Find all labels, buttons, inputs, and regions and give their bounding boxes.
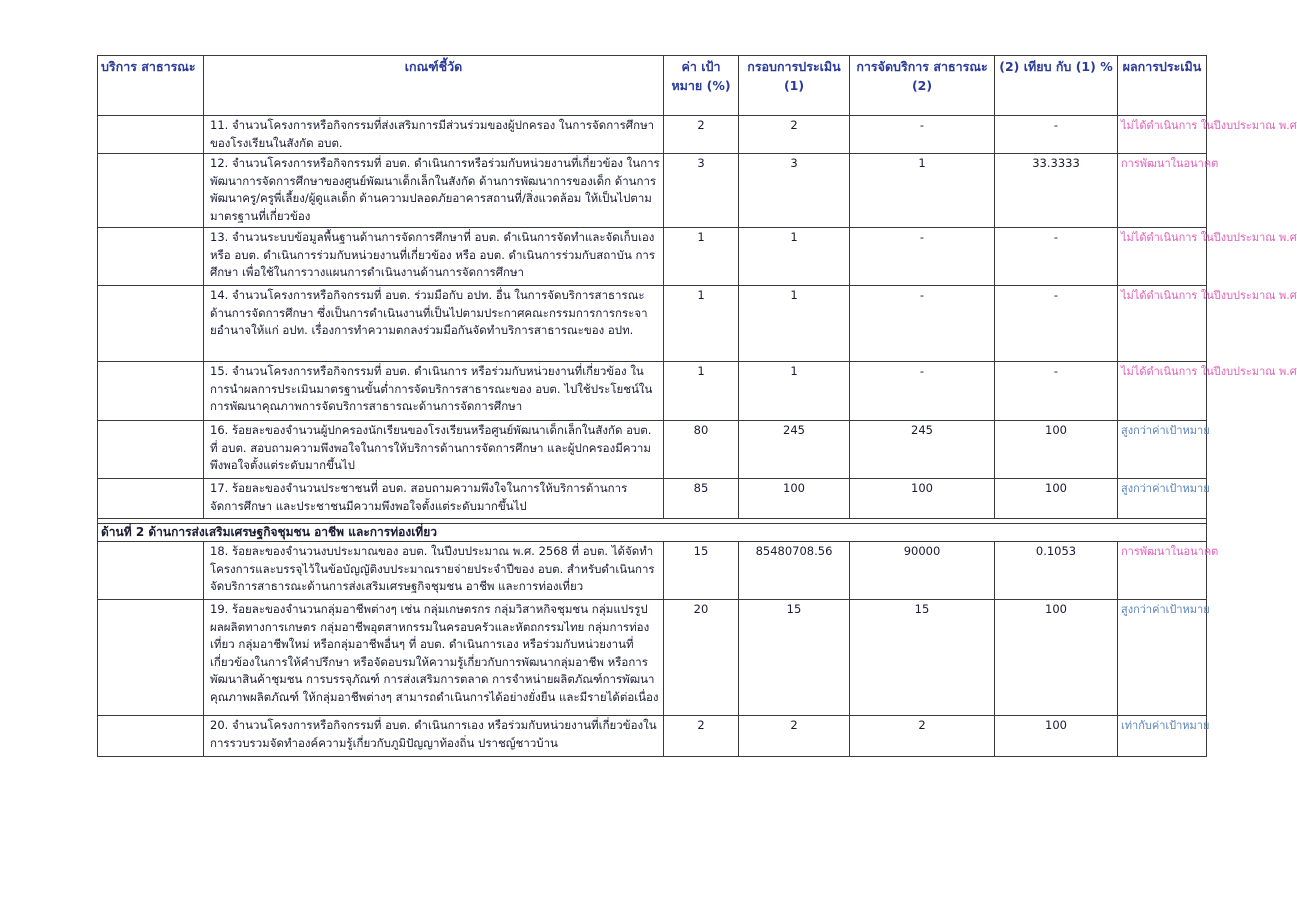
result-cell: สูงกว่าค่าเป้าหมาย [1118, 421, 1207, 479]
header-target: ค่า เป้าหมาย (%) [664, 56, 739, 116]
service-cell [98, 479, 204, 519]
public-cell: 15 [850, 600, 995, 716]
target-cell: 15 [664, 542, 739, 600]
public-cell: 1 [850, 154, 995, 228]
criteria-cell: 14. จำนวนโครงการหรือกิจกรรมที่ อบต. ร่วมมือกับ อปท. อื่น ในการจัดบริการสาธารณะด้านการจัดการศึกษา ซึ่งเป็นการดำเนินงานที่เป็นไปตามประกาศคณะกรรมการการกระจายอำนาจให้แก่ อปท. เรื่องการทำความตกลงร่วมมือกันจัดทำบริการสาธารณะของ อปท. [204, 286, 664, 362]
frame-cell: 3 [739, 154, 850, 228]
compare-cell: - [995, 286, 1118, 362]
table-row [98, 479, 1207, 519]
service-cell [98, 116, 204, 154]
result-cell: ไม่ได้ดำเนินการ ในปีงบประมาณ พ.ศ [1118, 116, 1207, 154]
public-cell: - [850, 286, 995, 362]
public-cell: 100 [850, 479, 995, 519]
table-row [98, 362, 1207, 421]
criteria-cell: 18. ร้อยละของจำนวนงบประมาณของ อบต. ในปีงบประมาณ พ.ศ. 2568 ที่ อบต. ได้จัดทำโครงการและบรรจุไว้ในข้อบัญญัติงบประมาณรายจ่ายประจำปีของ อบต. สำหรับดำเนินการจัดบริการสาธารณะด้านการส่งเสริมเศรษฐกิจชุมชน อาชีพ และการท่องเที่ยว [204, 542, 664, 600]
result-cell: ไม่ได้ดำเนินการ ในปีงบประมาณ พ.ศ [1118, 286, 1207, 362]
evaluation-table [97, 55, 1297, 757]
result-cell: ไม่ได้ดำเนินการ ในปีงบประมาณ พ.ศ [1118, 362, 1207, 421]
table-row [98, 600, 1207, 716]
frame-cell: 1 [739, 228, 850, 286]
frame-cell: 1 [739, 362, 850, 421]
result-cell: สูงกว่าค่าเป้าหมาย [1118, 600, 1207, 716]
target-cell: 3 [664, 154, 739, 228]
frame-cell: 85480708.56 [739, 542, 850, 600]
service-cell [98, 228, 204, 286]
compare-cell: - [995, 362, 1118, 421]
target-cell: 80 [664, 421, 739, 479]
table-row [98, 716, 1207, 757]
target-cell: 1 [664, 286, 739, 362]
criteria-cell: 11. จำนวนโครงการหรือกิจกรรมที่ส่งเสริมการมีส่วนร่วมของผู้ปกครอง ในการจัดการศึกษาของโรงเรียนในสังกัด อบต. [204, 116, 664, 154]
compare-cell: 0.1053 [995, 542, 1118, 600]
header-compare: (2) เทียบ กับ (1) % [995, 56, 1118, 116]
evaluation-sheet [97, 55, 1297, 757]
target-cell: 2 [664, 116, 739, 154]
service-cell [98, 154, 204, 228]
frame-cell: 245 [739, 421, 850, 479]
compare-cell: 100 [995, 716, 1118, 757]
header-service: บริการ สาธารณะ [98, 56, 204, 116]
public-cell: 245 [850, 421, 995, 479]
criteria-cell: 15. จำนวนโครงการหรือกิจกรรมที่ อบต. ดำเนินการ หรือร่วมกับหน่วยงานที่เกี่ยวข้อง ในการนำผลการประเมินมาตรฐานขั้นต่ำการจัดบริการสาธารณะของ อบต. ไปใช้ประโยชน์ในการพัฒนาคุณภาพการจัดบริการสาธารณะด้านการจัดการศึกษา [204, 362, 664, 421]
public-cell: - [850, 362, 995, 421]
section-header-row [98, 524, 1207, 542]
frame-cell: 100 [739, 479, 850, 519]
target-cell: 2 [664, 716, 739, 757]
service-cell [98, 421, 204, 479]
header-public-service: การจัดบริการ สาธารณะ (2) [850, 56, 995, 116]
result-cell: ไม่ได้ดำเนินการ ในปีงบประมาณ พ.ศ [1118, 228, 1207, 286]
frame-cell: 1 [739, 286, 850, 362]
criteria-cell: 20. จำนวนโครงการหรือกิจกรรมที่ อบต. ดำเนินการเอง หรือร่วมกับหน่วยงานที่เกี่ยวข้องในการรวบรวมจัดทำองค์ความรู้เกี่ยวกับภูมิปัญญาท้องถิ่น ปราชญ์ชาวบ้าน [204, 716, 664, 757]
compare-cell: 100 [995, 421, 1118, 479]
target-cell: 85 [664, 479, 739, 519]
target-cell: 1 [664, 228, 739, 286]
service-cell [98, 542, 204, 600]
table-row [98, 154, 1207, 228]
criteria-cell: 17. ร้อยละของจำนวนประชาชนที่ อบต. สอบถามความพึงใจในการให้บริการด้านการจัดการศึกษา และประชาชนมีความพึงพอใจตั้งแต่ระดับมากขึ้นไป [204, 479, 664, 519]
compare-cell: 100 [995, 479, 1118, 519]
service-cell [98, 286, 204, 362]
table-row [98, 542, 1207, 600]
result-cell: การพัฒนาในอนาคต [1118, 542, 1207, 600]
public-cell: - [850, 228, 995, 286]
criteria-cell: 16. ร้อยละของจำนวนผู้ปกครองนักเรียนของโรงเรียนหรือศูนย์พัฒนาเด็กเล็กในสังกัด อบต. ที่ อบต. สอบถามความพึงพอใจในการให้บริการด้านการจัดการศึกษา และผู้ปกครองมีความพึงพอใจตั้งแต่ระดับมากขึ้นไป [204, 421, 664, 479]
compare-cell: - [995, 228, 1118, 286]
target-cell: 20 [664, 600, 739, 716]
table-row [98, 228, 1207, 286]
section-title: ด้านที่ 2 ด้านการส่งเสริมเศรษฐกิจชุมชน อาชีพ และการท่องเที่ยว [98, 524, 1207, 542]
header-result: ผลการประเมิน [1118, 56, 1207, 116]
public-cell: 2 [850, 716, 995, 757]
table-row [98, 421, 1207, 479]
frame-cell: 2 [739, 116, 850, 154]
criteria-cell: 19. ร้อยละของจำนวนกลุ่มอาชีพต่างๆ เช่น กลุ่มเกษตรกร กลุ่มวิสาหกิจชุมชน กลุ่มแปรรูปผลผลิตทางการเกษตร กลุ่มอาชีพอุตสาหกรรมในครอบครัวและหัตถกรรมไทย กลุ่มการท่องเที่ยว กลุ่มอาชีพใหม่ หรือกลุ่มอาชีพอื่นๆ ที่ อบต. ดำเนินการเอง หรือร่วมกับหน่วยงานที่เกี่ยวข้องในการให้คำปรึกษา หรือจัดอบรมให้ความรู้เกี่ยวกับการพัฒนากลุ่มอาชีพ หรือการพัฒนาสินค้าชุมชน การบรรจุภัณฑ์ การส่งเสริมการตลาด การจำหน่ายผลิตภัณฑ์การพัฒนาคุณภาพผลิตภัณฑ์ ให้กลุ่มอาชีพต่างๆ สามารถดำเนินการได้อย่างยั่งยืน และมีรายได้ต่อเนื่อง [204, 600, 664, 716]
criteria-cell: 13. จำนวนระบบข้อมูลพื้นฐานด้านการจัดการศึกษาที่ อบต. ดำเนินการจัดทำและจัดเก็บเอง หรือ อบต. ดำเนินการร่วมกับหน่วยงานที่เกี่ยวข้อง หรือ อบต. ดำเนินการร่วมกับสถาบัน การศึกษา เพื่อใช้ในการวางแผนการดำเนินงานด้านการจัดการศึกษา [204, 228, 664, 286]
result-cell: สูงกว่าค่าเป้าหมาย [1118, 479, 1207, 519]
compare-cell: - [995, 116, 1118, 154]
public-cell: 90000 [850, 542, 995, 600]
public-cell: - [850, 116, 995, 154]
header-criteria: เกณฑ์ชี้วัด [204, 56, 664, 116]
table-row [98, 286, 1207, 362]
service-cell [98, 600, 204, 716]
service-cell [98, 362, 204, 421]
compare-cell: 100 [995, 600, 1118, 716]
header-row [98, 56, 1207, 116]
header-frame: กรอบการประเมิน (1) [739, 56, 850, 116]
result-cell: การพัฒนาในอนาคต [1118, 154, 1207, 228]
frame-cell: 15 [739, 600, 850, 716]
table-row [98, 116, 1207, 154]
compare-cell: 33.3333 [995, 154, 1118, 228]
target-cell: 1 [664, 362, 739, 421]
frame-cell: 2 [739, 716, 850, 757]
service-cell [98, 716, 204, 757]
result-cell: เท่ากับค่าเป้าหมาย [1118, 716, 1207, 757]
criteria-cell: 12. จำนวนโครงการหรือกิจกรรมที่ อบต. ดำเนินการหรือร่วมกับหน่วยงานที่เกี่ยวข้อง ในการพัฒนาการจัดการศึกษาของศูนย์พัฒนาเด็กเล็กในสังกัด ด้านการพัฒนาการของเด็ก ด้านการพัฒนาครู/ครูพี่เลี้ยง/ผู้ดูแลเด็ก ด้านความปลอดภัยอาคารสถานที่/สิ่งแวดล้อม ให้เป็นไปตามมาตรฐานที่เกี่ยวข้อง [204, 154, 664, 228]
